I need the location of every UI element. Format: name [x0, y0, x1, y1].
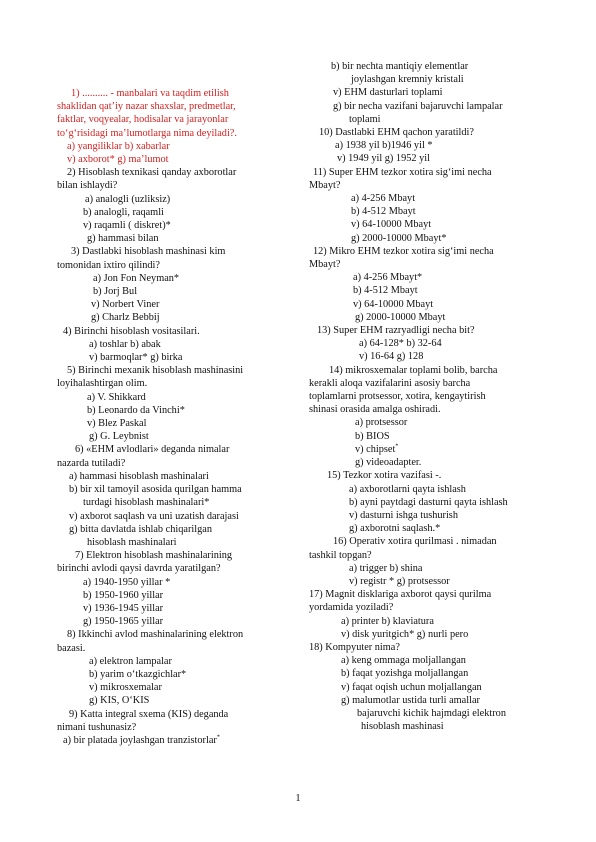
text-line: b) bir xil tamoyil asosida qurilgan hamma: [69, 484, 242, 496]
text-line: 13) Super EHM razryadligi necha bit?: [317, 325, 475, 337]
text-line: 3) Dastlabki hisoblash mashinasi kim: [71, 246, 226, 258]
text-line: a) V. Shikkard: [87, 391, 146, 403]
text-line: v) dasturni ishga tushurish: [349, 509, 458, 521]
text-line: a) 64-128* b) 32-64: [359, 338, 442, 350]
text-line: g) bitta davlatda ishlab chiqarilgan: [69, 523, 212, 535]
text-line: 12) Mikro EHM tezkor xotira sig‘imi necha: [313, 245, 494, 257]
text-line: v) axborot* g) ma’lumot: [67, 154, 169, 166]
text-line: g) axborotni saqlash.*: [349, 523, 441, 535]
text-line: a) elektron lampalar: [89, 655, 172, 667]
text-line: nimani tushunasiz?: [57, 721, 137, 733]
text-line: b) Leonardo da Vinchi*: [87, 404, 185, 416]
text-line: hisoblash mashinasi: [361, 721, 444, 733]
text-line: g) Charlz Bebbij: [91, 312, 160, 324]
text-line: tomonidan ixtiro qilindi?: [57, 259, 160, 271]
text-line: a) protsessor: [355, 417, 408, 429]
right-column: [309, 60, 541, 733]
text-line: 10) Dastlabki EHM qachon yaratildi?: [319, 127, 474, 139]
text-line: v) 1949 yil g) 1952 yil: [337, 153, 430, 165]
text-line: Mbayt?: [309, 179, 341, 191]
text-line: shinasi orasida amalga oshiradi.: [309, 404, 441, 416]
text-line: Mbayt?: [309, 259, 341, 271]
text-line: 5) Birinchi mexanik hisoblash mashinasini: [67, 365, 244, 377]
text-line: v) barmoqlar* g) birka: [89, 352, 183, 364]
text-line: yordamida yoziladi?: [309, 602, 394, 614]
text-line: 14) mikrosxemalar toplami bolib, barcha: [329, 364, 498, 376]
text-line: g) 2000-10000 Mbayt*: [351, 232, 447, 244]
text-line: v) raqamli ( diskret)*: [83, 220, 171, 232]
text-line: 11) Super EHM tezkor xotira sig‘imi necha: [313, 166, 492, 178]
text-line: b) BIOS: [355, 430, 390, 442]
text-line: a) analogli (uzliksiz): [85, 193, 171, 205]
text-line: v) chipset*: [355, 443, 399, 455]
text-line: v) EHM dasturlari toplami: [333, 87, 443, 99]
text-line: kerakli aloqa vazifalarini asosiy barcha: [309, 377, 471, 389]
text-line: a) 1938 yil b)1946 yil *: [335, 140, 433, 152]
text-line: a) printer b) klaviatura: [341, 615, 434, 627]
text-line: g) G. Leybnist: [89, 431, 149, 443]
text-line: a) toshlar b) abak: [89, 338, 161, 350]
text-line: shaklidan qat’iy nazar shaxslar, predmetlar,: [57, 101, 236, 113]
text-line: g) malumotlar ustida turli amallar: [341, 694, 480, 706]
text-line: v) 64-10000 Mbayt: [351, 219, 432, 231]
text-line: b) yarim o‘tkazgichlar*: [89, 668, 187, 680]
text-line: loyihalashtirgan olim.: [57, 378, 148, 390]
text-line: b) Jorj Bul: [93, 286, 138, 298]
text-line: b) ayni paytdagi dasturni qayta ishlash: [349, 496, 508, 508]
text-line: g) videoadapter.: [355, 457, 422, 469]
text-line: 17) Magnit disklariga axborot qaysi qurilma: [309, 589, 492, 601]
text-line: 4) Birinchi hisoblash vositasilari.: [63, 325, 200, 337]
text-line: v) 16-64 g) 128: [359, 351, 424, 363]
text-line: a) yangiliklar b) xabarlar: [67, 140, 170, 152]
text-line: a) Jon Fon Neyman*: [93, 272, 180, 284]
text-line: 9) Katta integral sxema (KIS) deganda: [69, 708, 229, 720]
text-line: turdagi hisoblash mashinalari*: [83, 497, 210, 509]
text-line: a) keng ommaga moljallangan: [341, 655, 466, 667]
text-line: g) KIS, O‘KIS: [89, 695, 150, 707]
text-line: b) faqat yozishga moljallangan: [341, 668, 469, 680]
text-line: v) mikrosxemalar: [89, 682, 162, 694]
page-number: 1: [295, 793, 301, 804]
text-line: toplami: [349, 113, 381, 125]
text-line: a) 4-256 Mbayt*: [353, 272, 423, 284]
text-line: tashkil topgan?: [309, 549, 372, 561]
text-line: g) 1950-1965 yillar: [83, 616, 164, 628]
text-line: bilan ishlaydi?: [57, 180, 118, 192]
text-line: a) 1940-1950 yillar *: [83, 576, 171, 588]
text-line: joylashgan kremniy kristali: [351, 74, 464, 86]
text-line: b) 4-512 Mbayt: [351, 206, 416, 218]
text-line: 6) «EHM avlodlari» deganda nimalar: [75, 444, 230, 456]
text-line: hisoblash mashinalari: [87, 536, 177, 548]
text-line: b) 4-512 Mbayt: [353, 285, 418, 297]
text-line: birinchi avlodi qaysi davrda yaratilgan?: [57, 563, 221, 575]
text-line: faktlar, voqyealar, hodisalar va jarayonlar: [57, 114, 229, 126]
text-line: 18) Kompyuter nima?: [309, 641, 400, 653]
text-line: 7) Elektron hisoblash mashinalarining: [75, 550, 232, 562]
text-line: v) Norbert Viner: [91, 299, 160, 311]
text-line: 1) .......... - manbalari va taqdim etilish: [71, 88, 229, 99]
text-line: b) analogli, raqamli: [83, 206, 164, 218]
text-line: g) bir necha vazifani bajaruvchi lampalar: [333, 100, 503, 112]
text-line: nazarda tutiladi?: [57, 457, 126, 469]
text-line: 8) Ikkinchi avlod mashinalarining elektron: [67, 629, 244, 641]
text-line: v) Blez Paskal: [87, 418, 147, 430]
text-line: g) 2000-10000 Mbayt: [355, 311, 446, 323]
text-line: v) 64-10000 Mbayt: [353, 298, 434, 310]
text-line: b) bir nechta mantiqiy elementlar: [331, 61, 469, 72]
text-line: v) registr * g) protsessor: [349, 575, 450, 587]
text-line: bajaruvchi kichik hajmdagi elektron: [357, 707, 506, 719]
text-line: bazasi.: [57, 642, 86, 654]
text-line: v) disk yuritgich* g) nurli pero: [341, 628, 469, 640]
text-line: a) 4-256 Mbayt: [351, 193, 416, 205]
text-line: a) bir platada joylashgan tranzistorlar*: [63, 734, 220, 746]
text-line: a) axborotlarni qayta ishlash: [349, 483, 466, 495]
text-line: g) hammasi bilan: [87, 233, 159, 245]
text-line: 16) Operativ xotira qurilmasi . nimadan: [333, 536, 497, 548]
text-line: v) 1936-1945 yillar: [83, 602, 164, 614]
text-line: v) axborot saqlash va uni uzatish darajasi: [69, 510, 239, 522]
text-line: a) hammasi hisoblash mashinalari: [69, 470, 209, 482]
text-line: a) trigger b) shina: [349, 562, 423, 574]
text-line: 15) Tezkor xotira vazifasi -.: [327, 470, 442, 482]
text-line: 2) Hisoblash texnikasi qanday axborotlar: [67, 167, 237, 179]
left-column: [57, 87, 281, 747]
text-line: b) 1950-1960 yillar: [83, 589, 164, 601]
text-line: v) faqat oqish uchun moljallangan: [341, 681, 482, 693]
text-line: toplamlarni protsessor, xotira, kengaytirish: [309, 391, 486, 403]
text-line: to‘g‘risidagi ma’lumotlarga nima deyiladi?.: [57, 127, 237, 139]
